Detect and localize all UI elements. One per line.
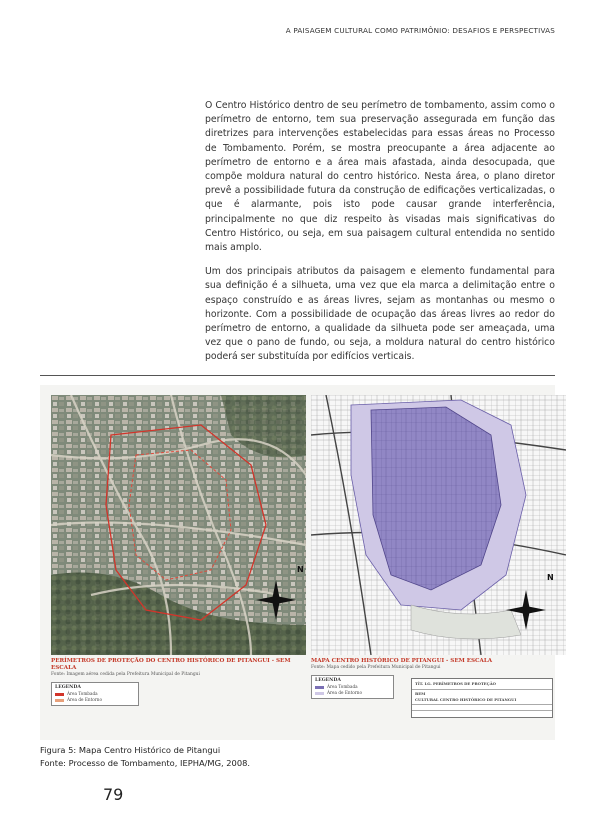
- legend-swatch: [315, 692, 324, 695]
- legend-label: Área Tombada: [67, 691, 98, 696]
- running-header: A PAISAGEM CULTURAL COMO PATRIMÔNIO: DESAFIOS E PERSPECTIVAS: [285, 26, 555, 35]
- cadastral-map-image: [311, 395, 566, 655]
- title-block-stamp: [411, 678, 553, 718]
- paragraph-1: O Centro Histórico dentro de seu perímetro de tombamento, assim como o perímetro de entorno, tem sua preservação assegurada em função das diretrizes para intervenções estabelecidas para essas áreas no Processo de Tombamento. Porém, se mostra preocupante a área adjacente ao perímetro de entorno e a área mais afastada, ainda desocupada, que compõe moldura natural do centro histórico. Nesta área, o plano diretor prevê a possibilidade futura da construção de edificações verticalizadas, o que é alarmante, pois isto pode causar grande interferência, principalmente no que diz respeito às visadas mais significativas do Centro Histórico, ou seja, em sua paisagem cultural entendida no sentido mais amplo.: [205, 100, 555, 254]
- right-legend-box: [311, 675, 394, 699]
- figure-maps: [40, 385, 555, 740]
- left-map-legend-area: [51, 658, 306, 738]
- legend-title: LEGENDA: [315, 678, 341, 683]
- left-map-source: Fonte: Imagem aérea cedida pela Prefeitura Municipal de Pitangui: [51, 672, 200, 677]
- caption-title: Figura 5: Mapa Centro Histórico de Pitangui: [40, 745, 221, 755]
- right-map-source: Fonte: Mapa cedido pela Prefeitura Municipal de Pitangui: [311, 665, 441, 670]
- paragraph-2: Um dos principais atributos da paisagem e elemento fundamental para sua definição é a silhueta, uma vez que ela marca a delimitação entre o espaço construído e as áreas livres, sejam as montanhas ou mesmo o horizonte. Com a possibilidade de ocupação das áreas livres ao redor do perímetro de entorno, a qualidade da silhueta pode ser ameaçada, uma vez que o pano de fundo, ou seja, a moldura natural do centro histórico poderá ser substituída por edifícios verticais.: [205, 266, 555, 363]
- left-map-title: PERÍMETROS DE PROTEÇÃO DO CENTRO HISTÓRICO DE PITANGUI - SEM ESCALA: [51, 658, 291, 671]
- legend-label: Área de Entorno: [327, 690, 362, 695]
- legend-label: Área Tombada: [327, 684, 358, 689]
- figure-caption: [40, 744, 250, 769]
- stamp-subtitle: BEM: [415, 691, 426, 696]
- legend-label: Área de Entorno: [67, 697, 102, 702]
- body-text: [205, 99, 555, 375]
- caption-source: Fonte: Processo de Tombamento, IEPHA/MG, 2008.: [40, 757, 251, 768]
- left-legend-box: [51, 682, 139, 706]
- legend-item: [315, 690, 390, 696]
- legend-swatch: [55, 693, 64, 696]
- legend-swatch: [55, 699, 64, 702]
- north-label: N: [297, 565, 304, 574]
- legend-swatch: [315, 686, 324, 689]
- aerial-map-drawing: [51, 395, 306, 655]
- cadastral-map-drawing: [311, 395, 566, 655]
- stamp-line: CULTURAL CENTRO HISTÓRICO DE PITANGUI: [415, 697, 517, 702]
- right-map-legend-area: [311, 658, 551, 738]
- legend-title: LEGENDA: [55, 685, 81, 690]
- aerial-map-image: [51, 395, 306, 655]
- legend-item: [55, 697, 135, 703]
- section-divider: [40, 375, 555, 376]
- stamp-title: TÍT. LG. PERÍMETROS DE PROTEÇÃO: [415, 681, 496, 686]
- right-map-title: MAPA CENTRO HISTÓRICO DE PITANGUI - SEM ESCALA: [311, 658, 493, 664]
- north-label: N: [547, 573, 554, 582]
- page-number: 79: [103, 785, 124, 804]
